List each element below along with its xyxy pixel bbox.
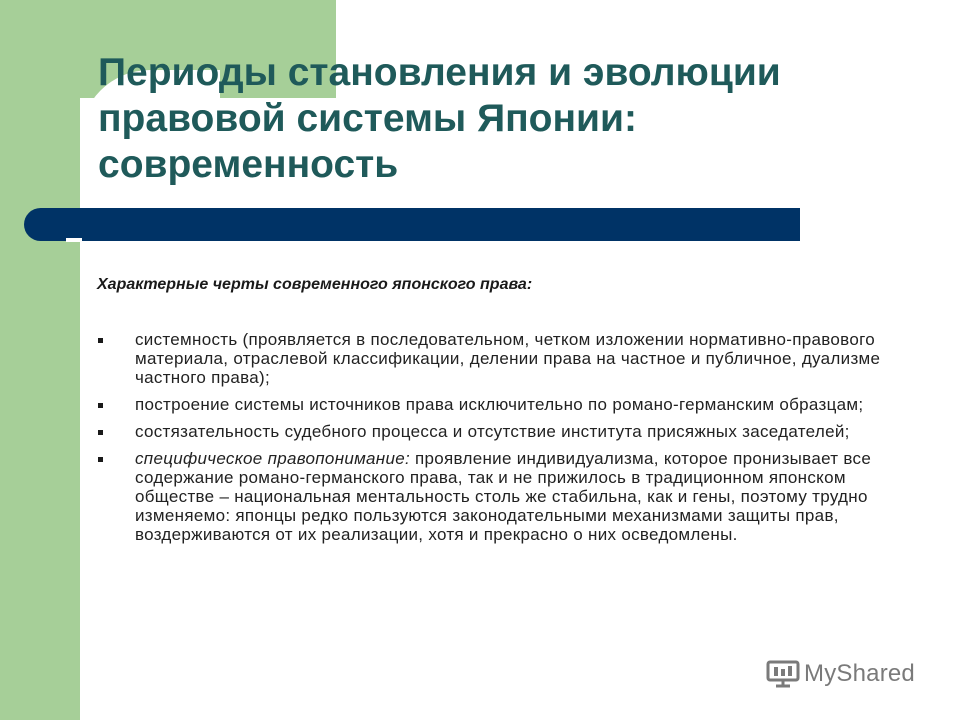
list-item xyxy=(98,330,888,387)
square-bullet-icon xyxy=(98,338,103,343)
left-green-band xyxy=(0,0,80,720)
title-divider-bar xyxy=(24,208,800,241)
presentation-board-icon xyxy=(766,660,800,688)
square-bullet-icon xyxy=(98,430,103,435)
bullet-list xyxy=(98,330,888,552)
list-item xyxy=(98,395,888,414)
myshared-watermark xyxy=(766,660,915,688)
watermark-text: MyShared xyxy=(804,660,915,687)
list-item xyxy=(98,422,888,441)
list-item xyxy=(98,449,888,544)
divider-notch xyxy=(66,238,82,242)
bullet-text: системность (проявляется в последовательном, четком изложении нормативно-правового материала, отраслевой классификации, делении права на частное и публичное, дуализме частного права); xyxy=(135,330,881,387)
bullet-text: состязательность судебного процесса и отсутствие института присяжных заседателей; xyxy=(135,422,850,441)
bullet-lead-italic: специфическое правопонимание: xyxy=(135,449,410,468)
slide-subtitle: Характерные черты современного японского права: xyxy=(97,276,533,293)
bullet-text: построение системы источников права исключительно по романо-германским образцам; xyxy=(135,395,864,414)
square-bullet-icon xyxy=(98,457,103,462)
square-bullet-icon xyxy=(98,403,103,408)
bullet-text: проявление индивидуализма, которое пронизывает все содержание романо-германского права, так и не прижилось в традиционном японском обществе – национальная ментальность столь же стабильна, как и гены, поэтому трудно изменяемо: японцы редко пользуются законодательными механизмами защиты прав, воздерживаются от их реализации, хотя и прекрасно о них осведомлены. xyxy=(135,449,872,544)
slide-title: Периоды становления и эволюции правовой системы Японии: современность xyxy=(98,51,781,186)
